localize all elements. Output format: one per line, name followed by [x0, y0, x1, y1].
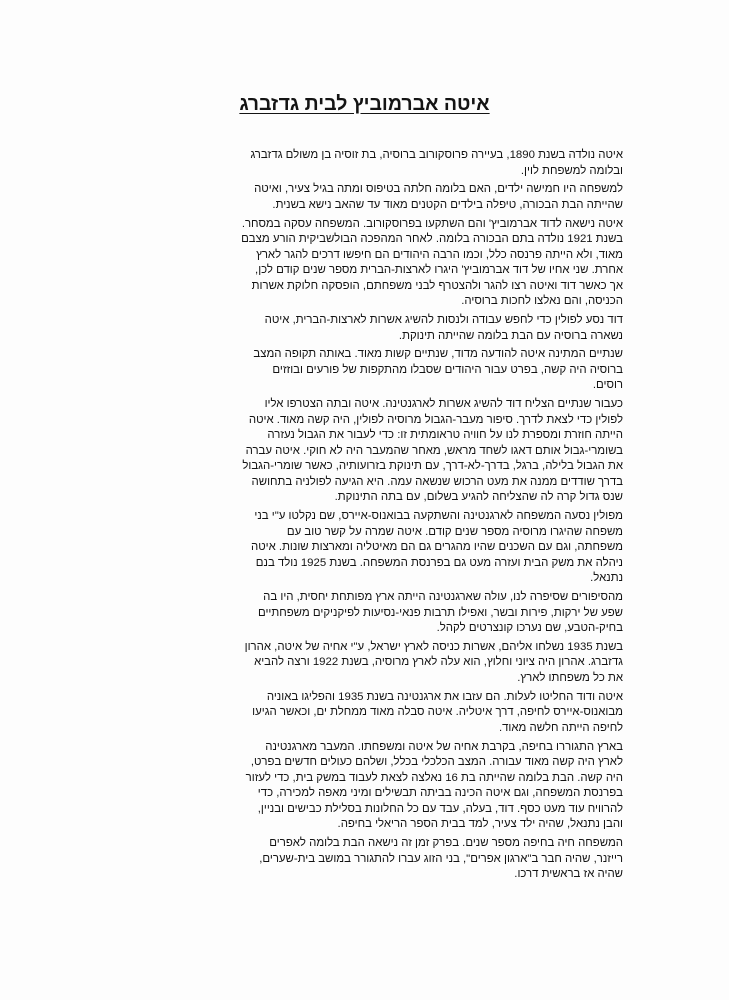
text-line: בדרך שודדים ממנה את מעט הרכוש שנשאה עמה. היא הגיעה לפולניה בתחושה [251, 475, 623, 488]
paragraph [128, 217, 623, 310]
paragraph [128, 590, 623, 637]
text-line: ניהלה את משק הבית ועזרה מעט גם בפרנסת המשפחה. בשנת 1925 נולד בנם [255, 556, 623, 569]
text-line: הייתה חוזרת ומספרת לנו על חוויה טראומתית זו: כדי לעבור את הגבול נעזרה [267, 429, 623, 442]
paragraph [128, 509, 623, 587]
text-line: משפחה שהיגרו מרוסיה מספר שנים קודם. איטה שמרה על קשר טוב עם [286, 525, 623, 538]
text-line: בחיק-הטבע, שם נערכו קונצרטים לקהל. [436, 622, 623, 635]
text-line: נתנאל. [590, 572, 623, 585]
text-line: משפחתה, וגם עם השכנים שהיו מהגרים גם הם מאיטליה ומארצות שונות. איטה [250, 541, 623, 554]
paragraph [128, 690, 623, 737]
text-line: מבואנוס-איירס לחיפה, דרך איטליה. איטה סבלה מאוד ממחלת ים, וכאשר הגיעו [252, 706, 623, 719]
text-line: המשפחה חיה בחיפה מספר שנים. בפרק זמן זה נישאה הבת בלומה לאפרים [269, 837, 623, 850]
title-text: איטה אברמוביץ לבית גדזברג [239, 93, 490, 115]
text-line: שהיה אז בראשית דרכו. [514, 868, 623, 881]
text-line: למשפחה היו חמישה ילדים, האם בלומה חלתה בטיפוס ומתה בגיל צעיר, ואיטה [254, 183, 623, 196]
paragraph [128, 640, 623, 687]
text-line: שנתיים המתינה איטה להודעה מדוד, שנתיים קשות מאוד. באותה תקופה המצב [253, 348, 623, 361]
text-line: בפרנסת המשפחה, וגם איטה הכינה בביתה תבשילים ומיני מאפה למכירה, כדי [257, 787, 623, 800]
text-line: בארץ התגוררו בחיפה, בקרבת אחיה של איטה ומשפחתו. המעבר מארגנטינה [265, 740, 623, 753]
text-line: איטה ודוד החליטו לעלות. הם עזבו את ארגנטינה בשנת 1935 והפליגו באוניה [266, 690, 623, 703]
text-line: והבן נתנאל, שהיה ילד צעיר, למד בבית הספר הריאלי בחיפה. [337, 818, 623, 831]
text-line: את כל משפחתו לארץ. [517, 672, 623, 684]
text-line: שהייתה הבת הבכורה, טיפלה בילדים הקטנים מאוד עד שהאב נישא בשנית. [272, 198, 623, 211]
text-line: את הגבול בלילה, ברגל, בדרך-לא-דרך, עם תינוקת בזרועותיה, כאשר שומרי-הגבול [242, 460, 623, 473]
text-line: בשנת 1935 נשלחו אליהם, אשרות כניסה לארץ ישראל, ע"י אחיה של איטה, אהרון [244, 640, 623, 653]
text-line: איטה נישאה לדוד אברמוביץ' והם השתקעו בפרוסקורוב. המשפחה עסקה במסחר. [241, 217, 623, 230]
text-line: מהסיפורים שסיפרה לנו, עולה שארגנטינה הייתה ארץ מפותחת יחסית, היו בה [263, 591, 623, 604]
text-line: אך כאשר דוד ואיטה רצו להגר ולהצטרף לבני משפחתם, הופסקה חלוקת אשרות [251, 279, 623, 292]
text-line: שנס גדול קרה לה שהצליחה להגיע בשלום, עם בתה התינוקת. [334, 491, 623, 504]
text-line: בשנת 1921 נולדה בתם הבכורה בלומה. לאחר המהפכה הבולשביקית הורע מצבם [241, 233, 623, 246]
text-line: אחרת. שני אחיו של דוד אברמוביץ' היגרו לארצות-הברית מספר שנים קודם לכן, [255, 264, 623, 277]
text-line: רוסים. [592, 379, 623, 392]
text-line: נשארה ברוסיה עם הבת בלומה שהייתה תינוקת. [398, 329, 623, 342]
text-line: הכניסה, והם נאלצו לחכות ברוסיה. [461, 295, 623, 308]
text-line: לפולין כדי לצאת לדרך. סיפור מעבר-הגבול מרוסיה לפולין, היה קשה מאוד. איטה [248, 413, 623, 426]
paragraph [128, 148, 623, 179]
text-line: כעבור שנתיים הצליח דוד להשיג אשרות לארגנטינה. איטה ובתה הצטרפו אליו [264, 398, 623, 411]
text-line: היה קשה. הבת בלומה שהייתה בת 16 נאלצה לצאת לעבוד במשק בית, כדי לעזור [245, 771, 623, 784]
text-line: מפולין נסעה המשפחה לארגנטינה והשתקעה בבואנוס-איירס, שם נקלטו ע"י בני [254, 510, 623, 523]
text-line: ובלומה למשפחת לוין. [520, 164, 623, 177]
text-line: רייזנר, שהיה חבר ב"ארגון אפרים", בני הזוג עברו להתגורר במושב בית-שערים, [259, 852, 623, 865]
paragraph [128, 397, 623, 506]
text-line: בשומרי-גבול אותם דאגו לשחד מראש, מאחר שהמעבר היה לא חוקי. איטה עברה [245, 444, 623, 457]
text-line: דוד נסע לפולין כדי לחפש עבודה ולנסות להשיג אשרות לארצות-הברית, איטה [264, 314, 623, 327]
text-line: איטה נולדה בשנת 1890, בעיירה פרוסקורוב ברוסיה, בת זוסיה בן משולם גדזברג [250, 149, 623, 161]
paragraph [128, 313, 623, 344]
text-line: לארץ היה קשה מאוד עבורה. המצב הכלכלי בכלל, ושלהם כעולים חדשים בפרט, [250, 756, 623, 769]
text-line: גדזברג. אהרון היה ציוני וחלוץ, הוא עלה לארץ מרוסיה, בשנת 1922 ורצה להביא [254, 656, 623, 669]
paragraph [128, 836, 623, 883]
paragraph [128, 740, 623, 833]
text-line: מאוד, ולא הייתה פרנסה כלל, וכמו הרבה היהודים הם חיפשו דרכים להגר לארץ [256, 248, 623, 261]
text-line: ברוסיה היה קשה, בפרט עבור היהודים שסבלו מהתקפות של פורעים ובוזזים [272, 363, 623, 376]
text-line: שפע של ירקות, פירות ובשר, ואפילו תרבות פנאי-נסיעות לפיקניקים משפחתיים [257, 606, 623, 619]
paragraph [128, 347, 623, 394]
document-title [0, 92, 729, 116]
paragraph [128, 182, 623, 213]
document-body [128, 148, 623, 886]
text-line: לחיפה הייתה חלשה מאוד. [498, 721, 623, 734]
text-line: להרוויח עוד מעט כסף. דוד, בעלה, עבד עם כל החלונות בסלילת כבישים ובניין, [257, 802, 623, 815]
